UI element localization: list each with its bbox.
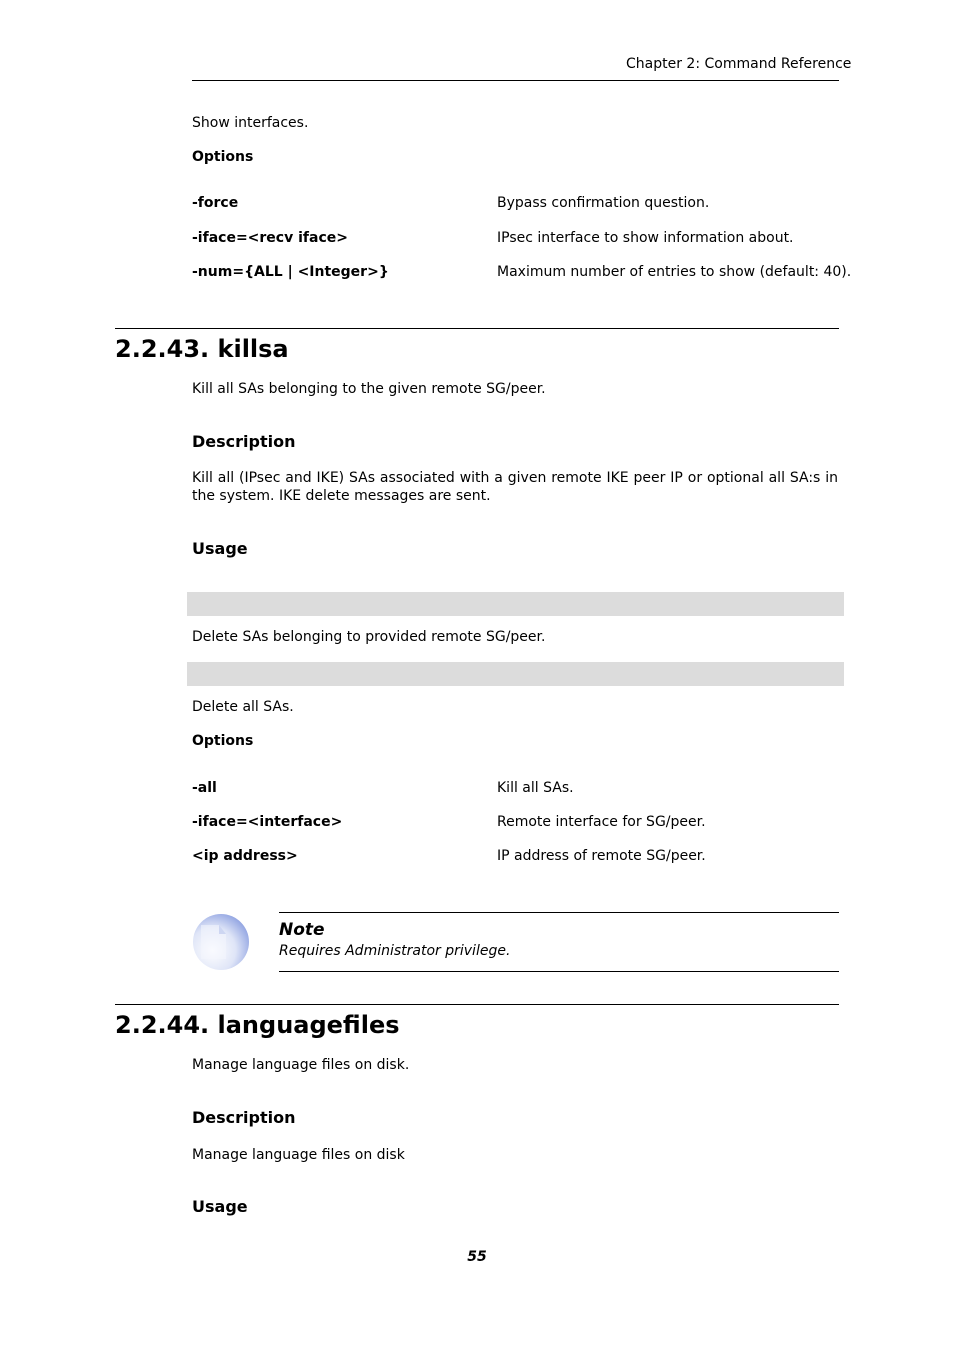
description-heading: Description: [192, 1108, 296, 1127]
options-heading: Options: [192, 149, 254, 165]
option-description: Kill all SAs.: [497, 780, 574, 796]
section-summary: Kill all SAs belonging to the given remote SG/peer.: [192, 381, 546, 397]
usage-code-block: [187, 662, 844, 686]
usage-code-block: [187, 592, 844, 616]
intro-text: Show interfaces.: [192, 115, 309, 131]
options-heading: Options: [192, 733, 254, 749]
section-title-languagefiles: 2.2.44. languagefiles: [115, 1011, 400, 1039]
note-icon: [192, 913, 250, 971]
option-name: -iface=<interface>: [192, 814, 343, 830]
description-heading: Description: [192, 432, 296, 451]
usage-description: Delete all SAs.: [192, 699, 294, 715]
description-text: Kill all (IPsec and IKE) SAs associated with a given remote IKE peer IP or optional all SA:s in the system. IKE delete messages are sent.: [192, 470, 838, 504]
option-description: IP address of remote SG/peer.: [497, 848, 706, 864]
note-title: Note: [279, 920, 325, 940]
note-bottom-rule: [279, 971, 839, 972]
header-rule: [192, 80, 839, 81]
usage-description: Delete SAs belonging to provided remote SG/peer.: [192, 629, 546, 645]
option-name: -force: [192, 195, 239, 211]
section-title-killsa: 2.2.43. killsa: [115, 335, 289, 363]
option-description: IPsec interface to show information about.: [497, 230, 794, 246]
section-rule: [115, 328, 839, 329]
running-header: Chapter 2: Command Reference: [626, 56, 852, 72]
note-text: Requires Administrator privilege.: [279, 943, 511, 959]
option-name: -num={ALL | <Integer>}: [192, 264, 389, 280]
page-number: 55: [467, 1249, 487, 1265]
option-description: Maximum number of entries to show (default: 40).: [497, 264, 852, 280]
option-description: Bypass confirmation question.: [497, 195, 710, 211]
usage-heading: Usage: [192, 539, 248, 558]
section-summary: Manage language files on disk.: [192, 1057, 410, 1073]
option-name: -iface=<recv iface>: [192, 230, 348, 246]
option-description: Remote interface for SG/peer.: [497, 814, 706, 830]
usage-heading: Usage: [192, 1197, 248, 1216]
option-name: <ip address>: [192, 848, 298, 864]
description-text: Manage language files on disk: [192, 1147, 405, 1163]
option-name: -all: [192, 780, 217, 796]
section-rule: [115, 1004, 839, 1005]
note-top-rule: [279, 912, 839, 913]
